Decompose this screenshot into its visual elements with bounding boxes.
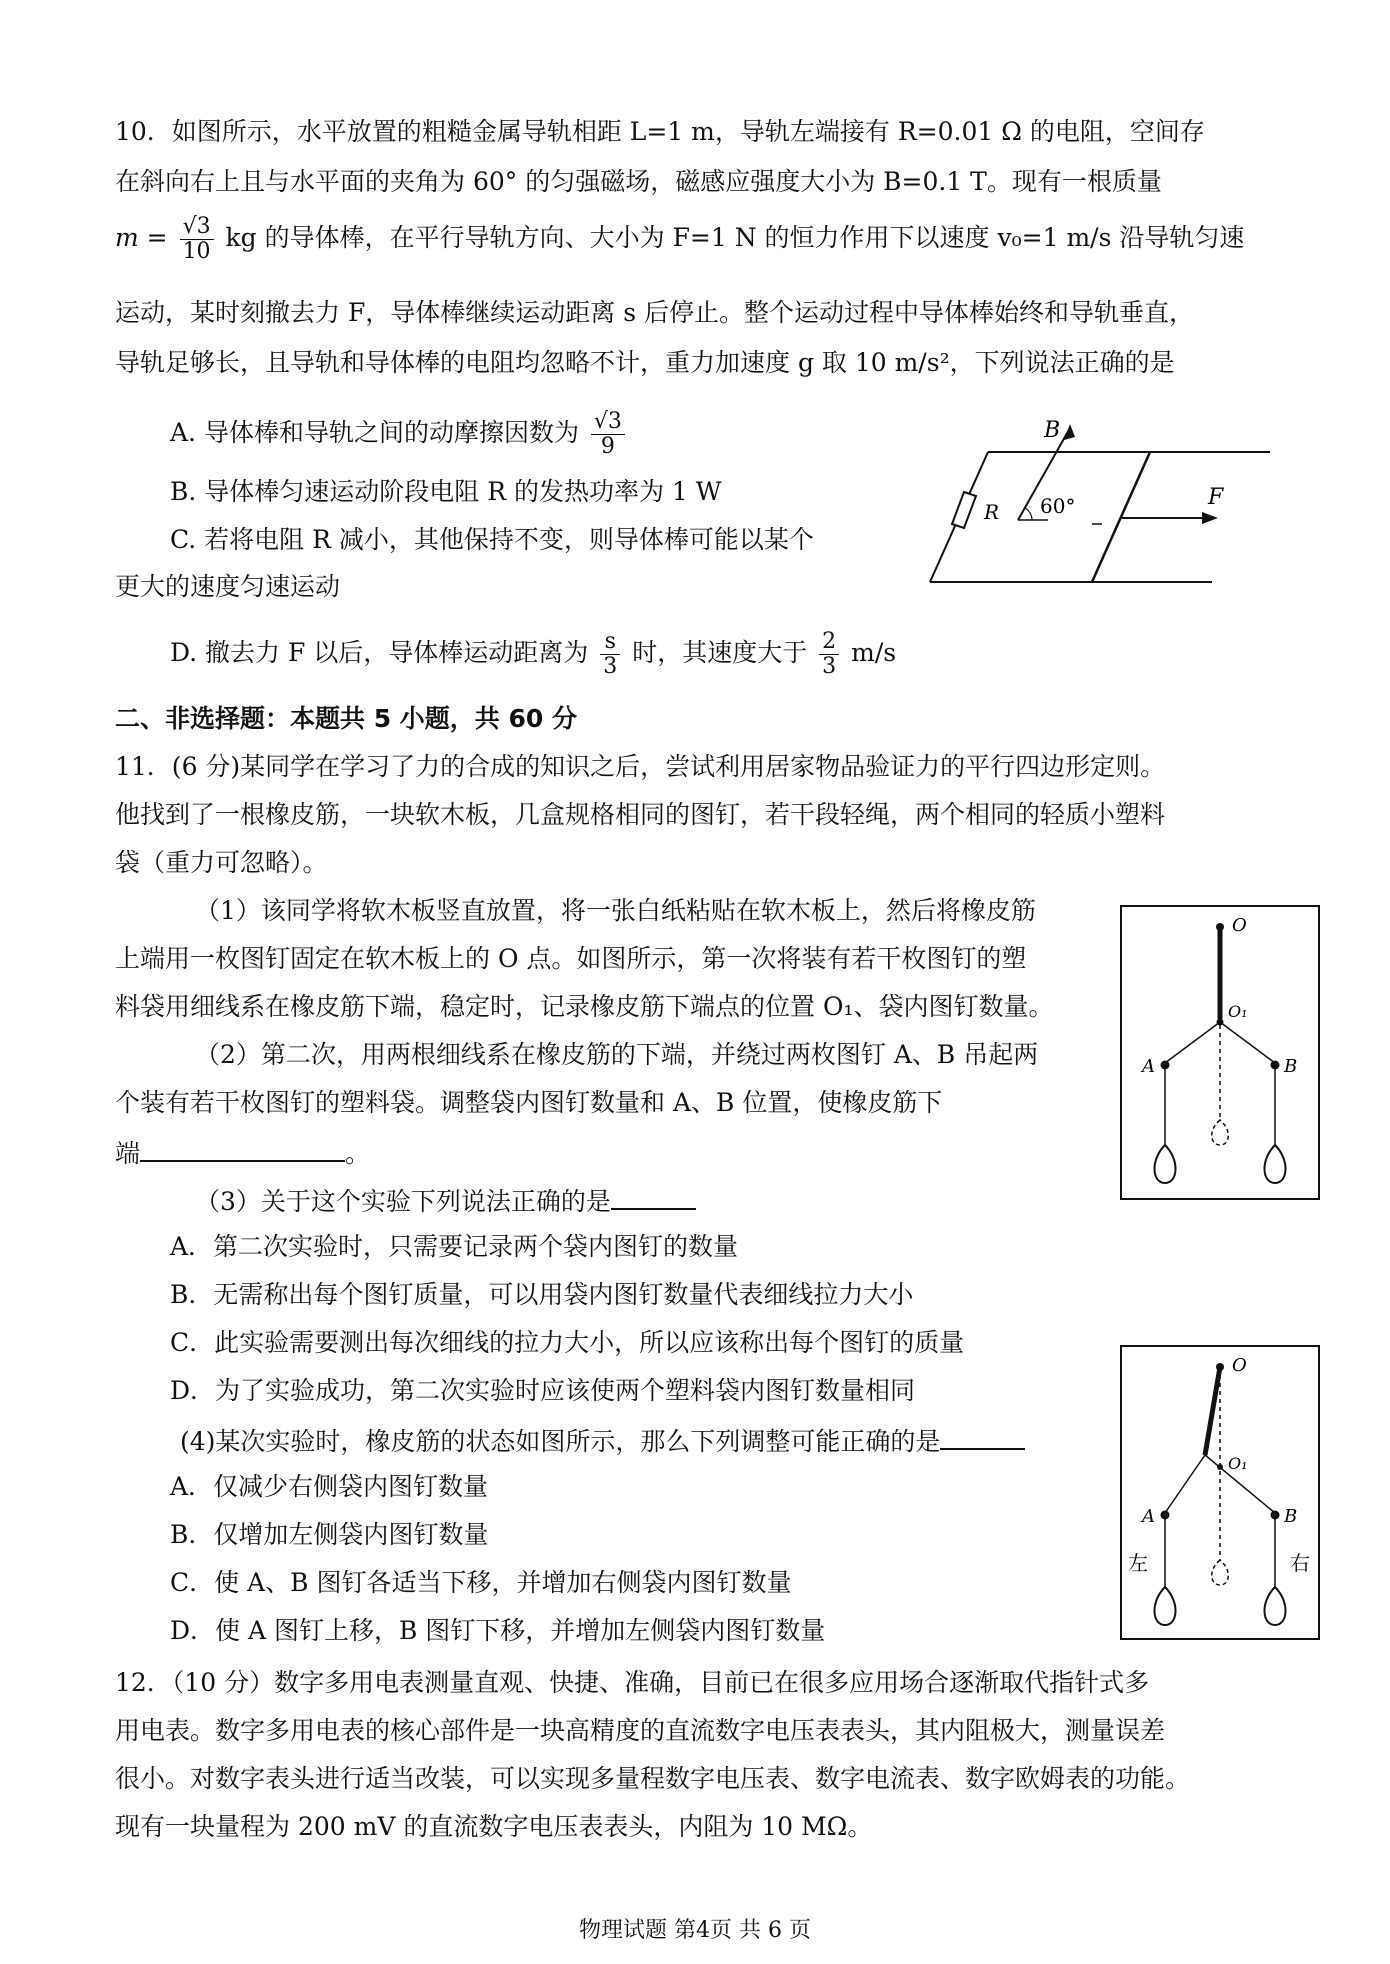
q11-part-3-option-c: C．此实验需要测出每次细线的拉力大小，所以应该称出每个图钉的质量 (170, 1328, 965, 1357)
speed-fraction (819, 630, 839, 679)
fig2-label-o: O (1232, 1355, 1247, 1376)
friction-numerator: √3 (591, 410, 625, 435)
answer-blank-3[interactable] (611, 1182, 696, 1210)
q11-part-4-text: (4)某次实验时，橡皮筋的状态如图所示，那么下列调整可能正确的是 (180, 1427, 941, 1456)
field-arrow (1064, 424, 1075, 440)
q11-part-3-option-d: D．为了实验成功，第二次实验时应该使两个塑料袋内图钉数量相同 (170, 1376, 916, 1405)
page-footer: 物理试题 第4页 共 6 页 (579, 1918, 811, 1943)
q10-option-a (170, 410, 629, 459)
q11-part-4-option-b: B．仅增加左侧袋内图钉数量 (170, 1520, 489, 1549)
mass-denominator: 10 (182, 239, 211, 264)
q11-part-3 (195, 1182, 696, 1219)
answer-blank-4[interactable] (940, 1422, 1025, 1450)
q11-part-1-a: （1）该同学将软木板竖直放置，将一张白纸粘贴在软木板上，然后将橡皮筋 (195, 896, 1036, 925)
q12-line-1: 12．（10 分）数字多用电表测量直观、快捷、准确，目前已在很多应用场合逐渐取代指针式多 (115, 1668, 1150, 1697)
distance-denominator: 3 (603, 654, 618, 679)
q10-option-c-2: 更大的速度匀速运动 (115, 572, 341, 601)
q10-line-2: 在斜向右上且与水平面的夹角为 60° 的匀强磁场，磁感应强度大小为 B=0.1 T。现有一根质量 (115, 167, 1162, 196)
q11-part-1-b: 上端用一枚图钉固定在软木板上的 O 点。如图所示，第一次将装有若干枚图钉的塑 (115, 944, 1027, 973)
q10-line-1: 10．如图所示，水平放置的粗糙金属导轨相距 L=1 m，导轨左端接有 R=0.01 Ω 的电阻，空间存 (115, 117, 1205, 146)
q10-option-a-text: A. 导体棒和导轨之间的动摩擦因数为 (170, 418, 579, 447)
speed-denominator: 3 (822, 654, 837, 679)
label-b: B (1044, 418, 1061, 443)
q11-line-1: 11．(6 分)某同学在学习了力的合成的知识之后，尝试利用居家物品验证力的平行四边形定则。 (115, 752, 1166, 781)
q12-line-2: 用电表。数字多用电表的核心部件是一块高精度的直流数字电压表表头，其内阻极大，测量误差 (115, 1716, 1166, 1745)
q11-part-4-option-d: D．使 A 图钉上移，B 图钉下移，并增加左侧袋内图钉数量 (170, 1616, 826, 1645)
fig1-label-b: B (1284, 1056, 1298, 1077)
q11-part-1-c: 料袋用细线系在橡皮筋下端，稳定时，记录橡皮筋下端点的位置 O₁、袋内图钉数量。 (115, 992, 1054, 1021)
friction-denominator: 9 (600, 434, 615, 459)
q12-line-3: 很小。对数字表头进行适当改装，可以实现多量程数字电压表、数字电流表、数字欧姆表的功能。 (115, 1764, 1191, 1793)
q10-option-d-a: D. 撤去力 F 以后，导体棒运动距离为 (170, 638, 589, 667)
label-angle: 60° (1040, 494, 1076, 518)
q10-line-3-rest: kg 的导体棒，在平行导轨方向、大小为 F=1 N 的恒力作用下以速度 v₀=1 m/s 沿导轨匀速 (225, 223, 1245, 252)
q10-option-d (170, 630, 896, 679)
q11-part-2-c-text: 端 (115, 1139, 141, 1168)
distance-numerator: s (600, 630, 620, 655)
q11-part-3-text: （3）关于这个实验下列说法正确的是 (195, 1187, 611, 1216)
fig2-label-right: 右 (1290, 1551, 1310, 1575)
q11-part-2-c (115, 1134, 370, 1171)
q11-part-3-option-a: A．第二次实验时，只需要记录两个袋内图钉的数量 (170, 1232, 739, 1261)
q11-part-4-option-a: A．仅减少右侧袋内图钉数量 (170, 1472, 489, 1501)
q11-line-3: 袋（重力可忽略）。 (115, 848, 328, 877)
fig1-label-o1: O₁ (1228, 1002, 1248, 1021)
mass-symbol: m = (115, 223, 168, 252)
q10-option-d-b: 时，其速度大于 (632, 638, 808, 667)
q11-part-4 (180, 1422, 1025, 1459)
q10-option-b: B. 导体棒匀速运动阶段电阻 R 的发热功率为 1 W (170, 477, 722, 506)
q11-part-4-option-c: C．使 A、B 图钉各适当下移，并增加右侧袋内图钉数量 (170, 1568, 792, 1597)
q10-line-3 (115, 215, 1244, 264)
fig2-label-a: A (1142, 1506, 1155, 1527)
q11-part-2-b: 个装有若干枚图钉的塑料袋。调整袋内图钉数量和 A、B 位置，使橡皮筋下 (115, 1088, 943, 1117)
q10-line-4: 运动，某时刻撤去力 F，导体棒继续运动距离 s 后停止。整个运动过程中导体棒始终和导轨垂直， (115, 298, 1195, 327)
mass-fraction (180, 215, 214, 264)
q12-line-4: 现有一块量程为 200 mV 的直流数字电压表表头，内阻为 10 MΩ。 (115, 1812, 873, 1841)
rubber-band-figure-2 (1120, 1345, 1320, 1640)
q11-part-2-a: （2）第二次，用两根细线系在橡皮筋的下端，并绕过两枚图钉 A、B 吊起两 (195, 1040, 1039, 1069)
section-2-heading: 二、非选择题：本题共 5 小题，共 60 分 (115, 704, 578, 733)
resistor (952, 492, 976, 528)
distance-fraction (600, 630, 620, 679)
q11-line-2: 他找到了一根橡皮筋，一块软木板，几盒规格相同的图钉，若干段轻绳，两个相同的轻质小塑料 (115, 800, 1166, 829)
answer-blank-2[interactable] (140, 1134, 345, 1162)
mass-numerator: √3 (180, 215, 214, 240)
q10-line-5: 导轨足够长，且导轨和导体棒的电阻均忽略不计，重力加速度 g 取 10 m/s²，下列说法正确的是 (115, 348, 1175, 377)
rubber-band-figure-1 (1120, 905, 1320, 1200)
label-r: R (984, 500, 1000, 524)
label-f: F (1208, 485, 1224, 510)
q10-option-d-c: m/s (851, 638, 897, 667)
fig1-label-a: A (1142, 1056, 1155, 1077)
rail-magnetic-field-figure (920, 410, 1280, 600)
friction-fraction (591, 410, 625, 459)
fig2-label-left: 左 (1128, 1551, 1148, 1575)
speed-numerator: 2 (819, 630, 839, 655)
fig1-label-o: O (1232, 915, 1247, 936)
force-arrow (1202, 512, 1218, 524)
fig2-label-b: B (1284, 1506, 1298, 1527)
q11-part-2-c-end: 。 (345, 1139, 371, 1168)
fig2-label-o1: O₁ (1228, 1454, 1248, 1473)
q10-option-c-1: C. 若将电阻 R 减小，其他保持不变，则导体棒可能以某个 (170, 525, 814, 554)
q11-part-3-option-b: B．无需称出每个图钉质量，可以用袋内图钉数量代表细线拉力大小 (170, 1280, 914, 1309)
